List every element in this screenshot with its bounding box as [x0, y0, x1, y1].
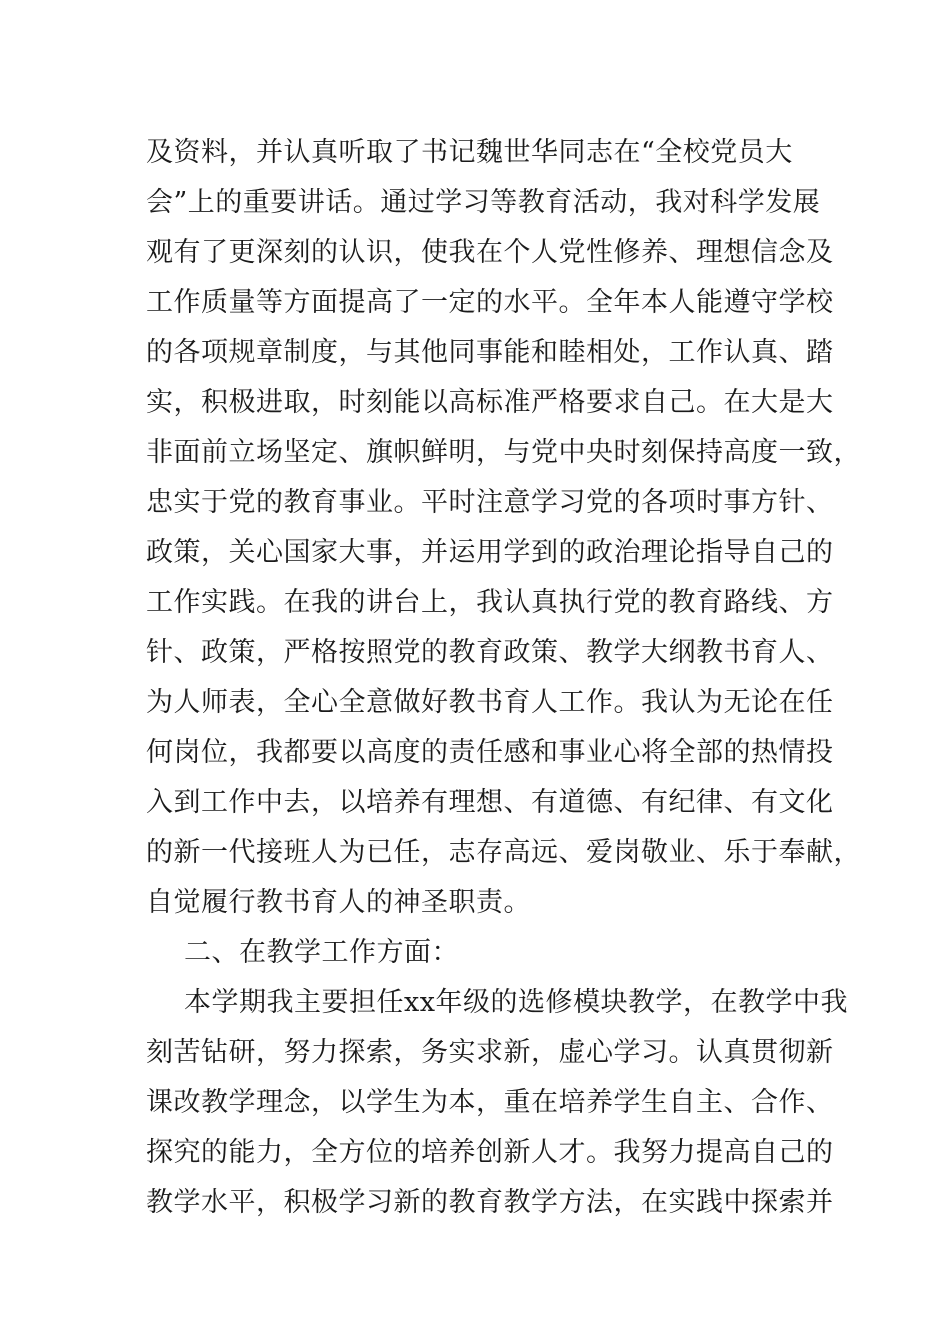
text-line: 教学水平，积极学习新的教育教学方法，在实践中探索并 — [146, 1187, 834, 1218]
text-line: 探究的能力，全方位的培养创新人才。我努力提高自己的 — [146, 1137, 834, 1168]
text-line: 实，积极进取，时刻能以高标准严格要求自己。在大是大 — [146, 387, 834, 418]
text-line: 自觉履行教书育人的神圣职责。 — [146, 887, 531, 918]
text-line: 刻苦钻研，努力探索，务实求新，虚心学习。认真贯彻新 — [146, 1037, 834, 1068]
text-line: 何岗位，我都要以高度的责任感和事业心将全部的热情投 — [146, 737, 834, 768]
text-line: 工作实践。在我的讲台上，我认真执行党的教育路线、方 — [146, 587, 834, 618]
text-line: 观有了更深刻的认识，使我在个人党性修养、理想信念及 — [146, 237, 834, 268]
section-heading: 二、在教学工作方面： — [184, 937, 459, 968]
text-line: 的各项规章制度，与其他同事能和睦相处，工作认真、踏 — [146, 337, 834, 368]
text-line: 及资料，并认真听取了书记魏世华同志在“全校党员大 — [146, 137, 793, 168]
text-line: 入到工作中去，以培养有理想、有道德、有纪律、有文化 — [146, 787, 834, 818]
text-line: 的新一代接班人为已任，志存高远、爱岗敬业、乐于奉献， — [146, 837, 861, 868]
text-line: 忠实于党的教育事业。平时注意学习党的各项时事方针、 — [146, 487, 834, 518]
text-line: 政策，关心国家大事，并运用学到的政治理论指导自己的 — [146, 537, 834, 568]
text-line: 非面前立场坚定、旗帜鲜明，与党中央时刻保持高度一致， — [146, 437, 861, 468]
text-line: 工作质量等方面提高了一定的水平。全年本人能遵守学校 — [146, 287, 834, 318]
text-line: 会”上的重要讲话。通过学习等教育活动，我对科学发展 — [146, 187, 821, 218]
text-line: 课改教学理念，以学生为本，重在培养学生自主、合作、 — [146, 1087, 834, 1118]
text-line: 本学期我主要担任xx年级的选修模块教学，在教学中我 — [184, 987, 848, 1018]
text-line: 为人师表，全心全意做好教书育人工作。我认为无论在任 — [146, 687, 834, 718]
text-line: 针、政策，严格按照党的教育政策、教学大纲教书育人、 — [146, 637, 834, 668]
